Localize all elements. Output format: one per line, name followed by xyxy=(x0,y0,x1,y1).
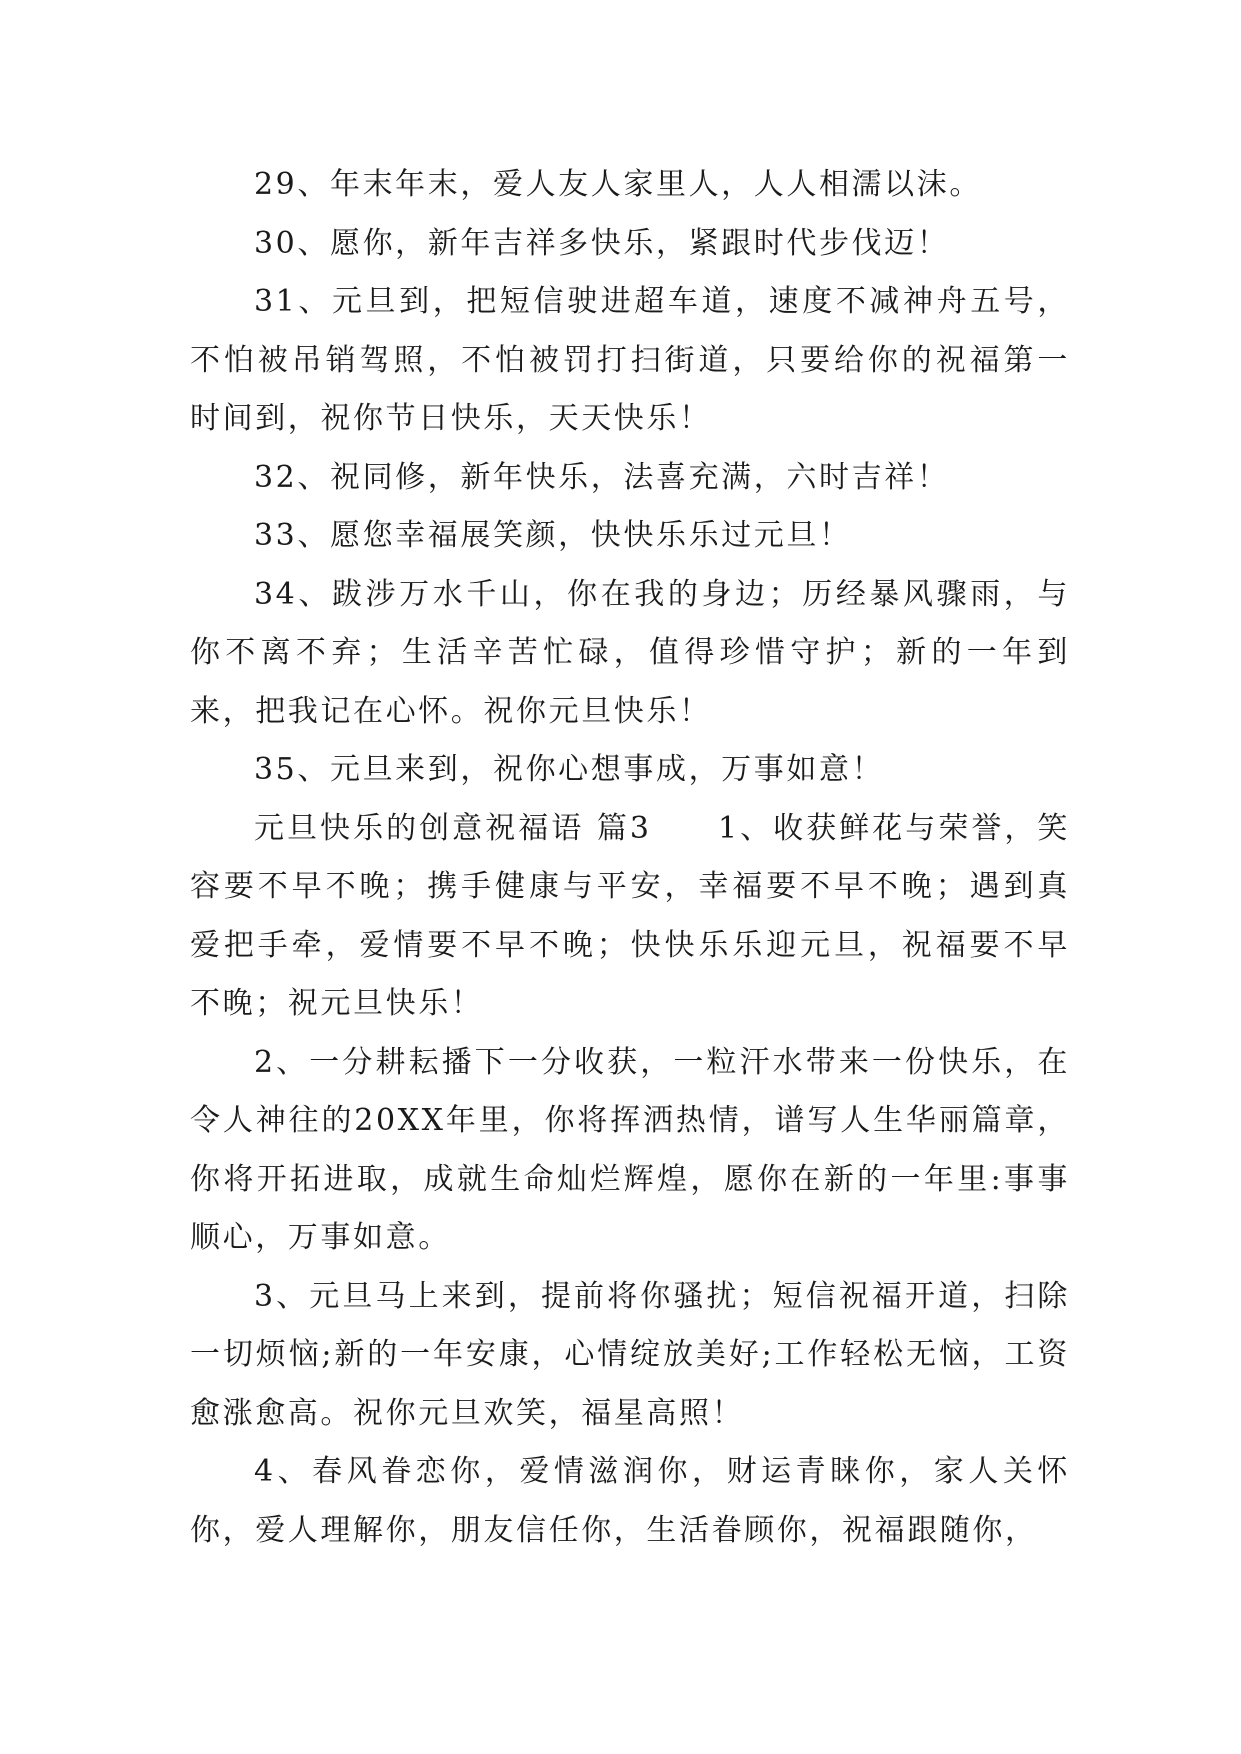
paragraph-30: 30、愿你，新年吉祥多快乐，紧跟时代步伐迈！ xyxy=(254,225,950,261)
paragraph-4: 4、春风眷恋你，爱情滋润你，财运青睐你，家人关怀你，爱人理解你，朋友信任你，生活眷顾你，祝福跟随你， xyxy=(190,1454,1070,1548)
document-page xyxy=(190,156,1070,1560)
paragraph-33: 33、愿您幸福展笑颜，快快乐乐过元旦！ xyxy=(254,518,852,553)
paragraph-34: 34、跋涉万水千山，你在我的身边；历经暴风骤雨，与你不离不弃；生活辛苦忙碌，值得珍惜守护；新的一年到来，把我记在心怀。祝你元旦快乐！ xyxy=(190,576,1070,729)
paragraph-31: 31、元旦到，把短信驶进超车道，速度不减神舟五号，不怕被吊销驾照，不怕被罚打扫街道，只要给你的祝福第一时间到，祝你节日快乐，天天快乐！ xyxy=(190,284,1070,436)
paragraph-35: 35、元旦来到，祝你心想事成，万事如意！ xyxy=(254,752,885,787)
paragraph-2: 2、一分耕耘播下一分收获，一粒汗水带来一份快乐，在令人神往的20XX年里，你将挥洒热情，谱写人生华丽篇章，你将开拓进取，成就生命灿烂辉煌，愿你在新的一年里:事事顺心，万事如意。 xyxy=(190,1044,1070,1255)
section-3-heading-paragraph: 元旦快乐的创意祝福语 篇3 1、收获鲜花与荣誉，笑容要不早不晚；携手健康与平安，幸福要不早不晚；遇到真爱把手牵，爱情要不早不晚；快快乐乐迎元旦，祝福要不早不晚；祝元旦快乐！ xyxy=(190,810,1070,1021)
paragraph-3: 3、元旦马上来到，提前将你骚扰；短信祝福开道，扫除一切烦恼;新的一年安康，心情绽放美好;工作轻松无恼，工资愈涨愈高。祝你元旦欢笑，福星高照！ xyxy=(190,1278,1070,1431)
paragraph-32: 32、祝同修，新年快乐，法喜充满，六时吉祥！ xyxy=(254,459,950,495)
paragraph-29: 29、年末年末，爱人友人家里人，人人相濡以沫。 xyxy=(254,167,982,202)
